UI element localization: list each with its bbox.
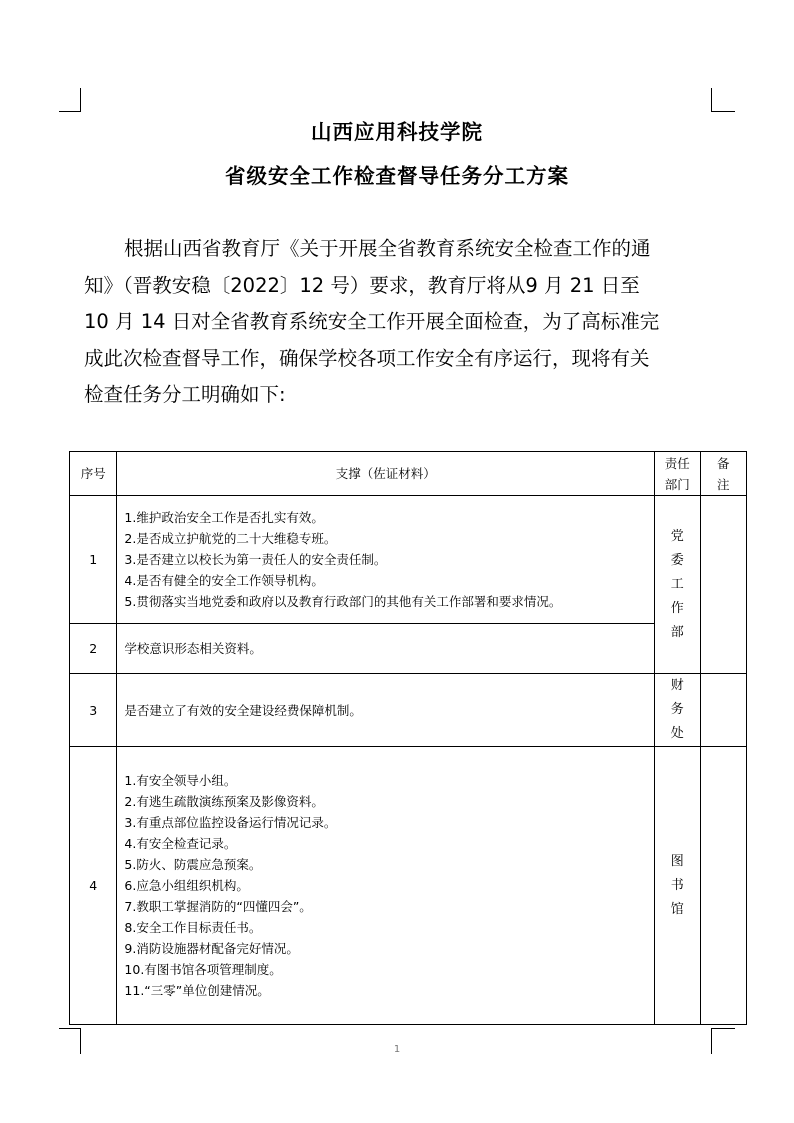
material-item: 11.“三零”单位创建情况。 bbox=[124, 983, 270, 998]
dept-char: 委 bbox=[670, 552, 684, 568]
material-item: 是否建立了有效的安全建设经费保障机制。 bbox=[124, 702, 362, 718]
task-division-table bbox=[69, 451, 747, 1025]
dept-char: 财 bbox=[670, 678, 684, 693]
row-materials bbox=[117, 674, 655, 747]
table-header-row bbox=[70, 452, 747, 496]
header-dept-line: 责任 bbox=[664, 455, 690, 471]
dept-char: 馆 bbox=[670, 901, 684, 917]
row-serial-number: 3 bbox=[70, 674, 117, 747]
crop-mark-top-right bbox=[711, 88, 735, 112]
header-note-line: 注 bbox=[717, 476, 730, 492]
table-row bbox=[70, 747, 747, 1025]
material-item: 4.是否有健全的安全工作领导机构。 bbox=[124, 573, 324, 588]
material-item: 5.防火、防震应急预案。 bbox=[124, 857, 262, 872]
dept-char: 务 bbox=[670, 702, 684, 717]
table-row bbox=[70, 674, 747, 747]
dept-char: 书 bbox=[670, 877, 684, 893]
header-supporting-materials: 支撑（佐证材料） bbox=[117, 452, 655, 496]
material-item: 3.是否建立以校长为第一责任人的安全责任制。 bbox=[124, 552, 387, 567]
material-item: 5.贯彻落实当地党委和政府以及教育行政部门的其他有关工作部署和要求情况。 bbox=[124, 594, 562, 609]
material-item: 6.应急小组组织机构。 bbox=[124, 878, 249, 893]
dept-char: 作 bbox=[670, 600, 684, 616]
material-item: 1.有安全领导小组。 bbox=[124, 773, 237, 788]
dept-party-committee-work-dept bbox=[655, 496, 700, 674]
crop-mark-top-left bbox=[59, 88, 81, 112]
document-title-plan: 省级安全工作检查督导任务分工方案 bbox=[225, 164, 569, 188]
note-cell bbox=[700, 674, 746, 747]
row-serial-number: 1 bbox=[70, 496, 117, 624]
material-item: 学校意识形态相关资料。 bbox=[124, 641, 262, 656]
row-serial-number: 2 bbox=[70, 624, 117, 674]
dept-char: 处 bbox=[670, 726, 684, 741]
material-item: 8.安全工作目标责任书。 bbox=[124, 920, 262, 935]
dept-char: 工 bbox=[670, 576, 684, 592]
material-item: 2.有逃生疏散演练预案及影像资料。 bbox=[124, 794, 324, 809]
intro-line: 知》（晋教安稳〔2022〕12 号）要求，教育厅将从9 月 21 日至 bbox=[84, 273, 640, 297]
material-item: 10.有图书馆各项管理制度。 bbox=[124, 962, 282, 977]
row-materials bbox=[117, 747, 655, 1025]
document-title-school: 山西应用科技学院 bbox=[311, 120, 483, 144]
header-serial-number: 序号 bbox=[70, 452, 117, 496]
dept-char: 部 bbox=[670, 624, 684, 640]
material-item: 1.维护政治安全工作是否扎实有效。 bbox=[124, 510, 324, 525]
intro-line: 10 月 14 日对全省教育系统安全工作开展全面检查，为了高标准完 bbox=[84, 310, 660, 333]
material-item: 9.消防设施器材配备完好情况。 bbox=[124, 941, 299, 956]
table-row bbox=[70, 624, 747, 674]
dept-char: 党 bbox=[670, 528, 684, 544]
material-item: 3.有重点部位监控设备运行情况记录。 bbox=[124, 815, 337, 830]
intro-paragraph bbox=[84, 231, 724, 414]
dept-library bbox=[655, 747, 700, 1025]
dept-char: 图 bbox=[670, 853, 684, 869]
header-responsible-dept bbox=[655, 452, 700, 496]
intro-line: 检查任务分工明确如下: bbox=[84, 383, 286, 406]
header-remarks bbox=[700, 452, 746, 496]
table-row bbox=[70, 496, 747, 624]
header-note-line: 备 bbox=[717, 455, 730, 471]
note-cell bbox=[700, 496, 746, 674]
material-item: 7.教职工掌握消防的“四懂四会”。 bbox=[124, 899, 312, 914]
page-number: 1 bbox=[393, 1044, 401, 1055]
note-cell bbox=[700, 747, 746, 1025]
row-materials bbox=[117, 496, 655, 624]
intro-line: 根据山西省教育厅《关于开展全省教育系统安全检查工作的通 bbox=[124, 237, 651, 260]
material-item: 4.有安全检查记录。 bbox=[124, 836, 237, 851]
row-materials bbox=[117, 624, 655, 674]
row-serial-number: 4 bbox=[70, 747, 117, 1025]
dept-finance-office bbox=[655, 674, 700, 747]
header-dept-line: 部门 bbox=[664, 476, 690, 492]
material-item: 2.是否成立护航党的二十大维稳专班。 bbox=[124, 531, 337, 546]
intro-line: 成此次检查督导工作，确保学校各项工作安全有序运行，现将有关 bbox=[84, 346, 650, 370]
